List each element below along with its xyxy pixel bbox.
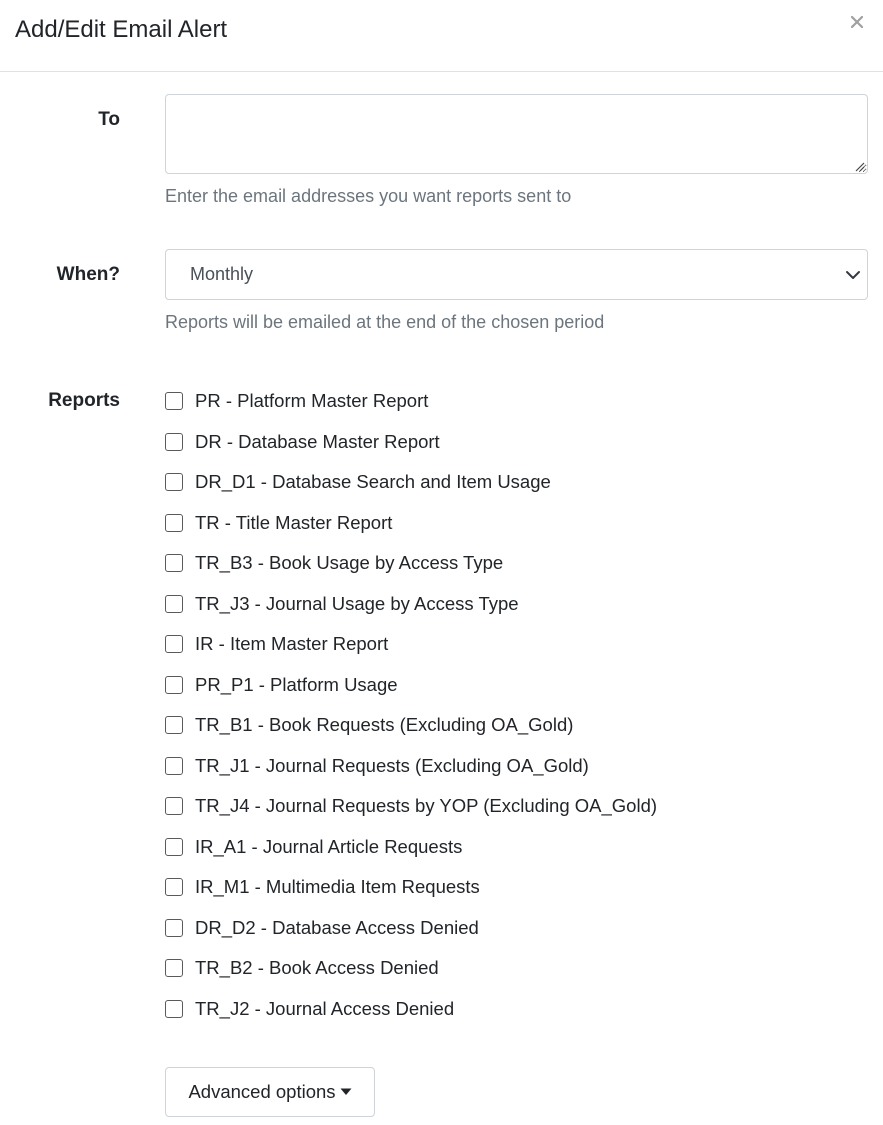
close-button[interactable] [845, 8, 869, 36]
when-label: When? [56, 264, 120, 285]
report-checkbox[interactable] [165, 676, 183, 694]
report-checkbox[interactable] [165, 716, 183, 734]
report-item[interactable] [165, 471, 657, 512]
report-label: IR_A1 - Journal Article Requests [195, 835, 463, 857]
report-label: PR - Platform Master Report [195, 390, 429, 411]
advanced-options-label: Advanced options [188, 1081, 336, 1102]
report-label: DR - Database Master Report [195, 430, 440, 452]
report-item[interactable] [165, 431, 657, 472]
when-select-value: Monthly [190, 264, 254, 284]
report-label: IR_M1 - Multimedia Item Requests [195, 876, 480, 897]
reports-list [165, 390, 657, 1038]
report-checkbox[interactable] [165, 392, 183, 410]
close-icon [851, 16, 863, 28]
report-label: TR_J4 - Journal Requests by YOP (Excluding OA_Gold) [195, 795, 658, 816]
caret-down-icon [340, 1088, 352, 1096]
to-label: To [98, 109, 120, 130]
report-label: IR - Item Master Report [195, 633, 389, 654]
report-item[interactable] [165, 957, 657, 998]
report-label: DR_D1 - Database Search and Item Usage [195, 471, 551, 492]
to-help-text: Enter the email addresses you want reports sent to [165, 186, 572, 206]
report-item[interactable] [165, 633, 657, 674]
report-item[interactable] [165, 674, 657, 715]
report-item[interactable] [165, 512, 657, 553]
report-checkbox[interactable] [165, 919, 183, 937]
report-item[interactable] [165, 876, 657, 917]
report-checkbox[interactable] [165, 595, 183, 613]
advanced-options-button[interactable] [165, 1067, 375, 1117]
report-checkbox[interactable] [165, 757, 183, 775]
report-label: TR_J2 - Journal Access Denied [195, 997, 455, 1019]
report-checkbox[interactable] [165, 797, 183, 815]
report-label: TR_B3 - Book Usage by Access Type [195, 552, 504, 573]
report-checkbox[interactable] [165, 1000, 183, 1018]
chevron-down-icon [845, 267, 861, 283]
report-item[interactable] [165, 552, 657, 593]
report-label: DR_D2 - Database Access Denied [195, 916, 479, 938]
report-item[interactable] [165, 795, 657, 836]
report-checkbox[interactable] [165, 514, 183, 532]
report-item[interactable] [165, 593, 657, 634]
report-item[interactable] [165, 390, 657, 431]
report-label: TR_B2 - Book Access Denied [195, 957, 439, 978]
when-select[interactable] [165, 249, 868, 300]
modal-title: Add/Edit Email Alert [15, 16, 228, 43]
report-item[interactable] [165, 836, 657, 877]
report-checkbox[interactable] [165, 959, 183, 977]
report-label: TR_B1 - Book Requests (Excluding OA_Gold) [195, 714, 574, 735]
report-checkbox[interactable] [165, 473, 183, 491]
report-label: TR - Title Master Report [195, 511, 393, 533]
report-checkbox[interactable] [165, 838, 183, 856]
report-checkbox[interactable] [165, 635, 183, 653]
report-item[interactable] [165, 755, 657, 796]
report-checkbox[interactable] [165, 433, 183, 451]
report-label: TR_J3 - Journal Usage by Access Type [195, 592, 519, 614]
report-label: PR_P1 - Platform Usage [195, 673, 398, 695]
report-label: TR_J1 - Journal Requests (Excluding OA_Gold) [195, 754, 589, 776]
to-textarea[interactable] [165, 94, 868, 174]
report-item[interactable] [165, 917, 657, 958]
report-item[interactable] [165, 714, 657, 755]
modal-header [0, 0, 883, 72]
when-help-text: Reports will be emailed at the end of the chosen period [165, 312, 605, 332]
report-item[interactable] [165, 998, 657, 1039]
report-checkbox[interactable] [165, 554, 183, 572]
report-checkbox[interactable] [165, 878, 183, 896]
reports-label: Reports [48, 390, 120, 411]
